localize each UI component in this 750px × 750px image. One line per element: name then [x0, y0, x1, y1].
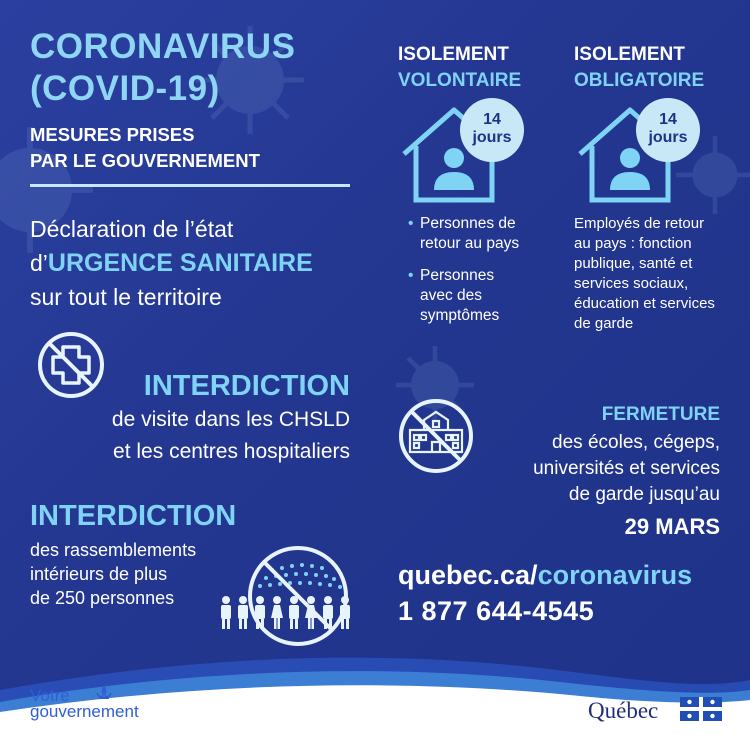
gatherings-ban-text	[30, 538, 196, 610]
visits-ban-line-2: et les centres hospitaliers	[113, 440, 350, 463]
voluntary-badge-number: 14	[483, 111, 501, 128]
declaration-block	[30, 212, 313, 314]
url-path: coronavirus	[537, 560, 693, 590]
closure-title: FERMETURE	[601, 404, 720, 425]
voluntary-badge-unit: jours	[472, 129, 512, 146]
page-title	[30, 26, 295, 110]
mandatory-heading-line-1: ISOLEMENT	[574, 44, 685, 65]
gatherings-ban-title: INTERDICTION	[30, 500, 237, 532]
gatherings-ban-line-2: intérieurs de plus	[30, 564, 168, 584]
mandatory-text: Employés de retour au pays : fonction publique, santé et services sociaux, éducation et services de garde	[574, 215, 715, 332]
voluntary-badge	[460, 98, 524, 162]
mandatory-badge-number: 14	[659, 111, 677, 128]
no-hospital-icon	[36, 330, 106, 400]
declaration-line-2	[30, 246, 313, 280]
votre-gouvernement-logo	[30, 688, 139, 720]
declaration-line-1: Déclaration de l’état	[30, 216, 234, 242]
title-line-2: (COVID-19)	[30, 69, 220, 108]
declaration-line-3: sur tout le territoire	[30, 284, 222, 310]
subtitle-line-1: MESURES PRISES	[30, 124, 195, 145]
closure-date: 29 MARS	[624, 514, 720, 539]
subtitle-line-2: PAR LE GOUVERNEMENT	[30, 150, 260, 171]
page-subtitle	[30, 122, 260, 174]
list-item: • Personnes de retour au pays	[408, 214, 558, 254]
no-school-icon	[396, 396, 476, 476]
visits-ban-line-1: de visite dans les CHSLD	[111, 408, 350, 431]
logo-line-1: Votre	[30, 686, 70, 705]
closure-line-2: universités et services	[533, 458, 720, 479]
mandatory-heading-line-2: OBLIGATOIRE	[574, 70, 705, 91]
declaration-highlight: URGENCE SANITAIRE	[47, 249, 313, 277]
divider	[30, 184, 350, 187]
gatherings-ban-line-1: des rassemblements	[30, 540, 197, 560]
title-line-1: CORONAVIRUS	[30, 27, 296, 66]
mandatory-badge-unit: jours	[648, 129, 688, 146]
quebec-logo-text: Québec	[588, 698, 659, 723]
voluntary-heading-line-2: VOLONTAIRE	[398, 70, 522, 91]
voluntary-isolation-heading	[398, 42, 521, 94]
visits-ban-title: INTERDICTION	[143, 370, 350, 402]
declaration-prefix: d’	[30, 250, 48, 276]
url-domain: quebec.ca/	[398, 560, 538, 590]
closure-line-1: des écoles, cégeps,	[552, 432, 720, 453]
mandatory-isolation-heading	[574, 42, 704, 94]
visits-ban-text	[112, 404, 350, 468]
list-item: • Personnes avec des symptômes	[408, 266, 558, 326]
fleur-de-lis-icon	[96, 684, 112, 702]
gatherings-ban-line-3: de 250 personnes	[30, 588, 175, 608]
mandatory-badge	[636, 98, 700, 162]
voluntary-list	[408, 214, 558, 338]
phone-number[interactable]: 1 877 644-4545	[398, 596, 595, 626]
voluntary-heading-line-1: ISOLEMENT	[398, 44, 509, 65]
quebec-flag-icon	[680, 697, 722, 721]
no-crowd-icon	[210, 540, 370, 650]
website-link[interactable]	[398, 560, 692, 591]
logo-line-2: gouvernement	[30, 702, 139, 721]
closure-text	[533, 430, 720, 508]
closure-line-3: de garde jusqu’au	[568, 484, 720, 505]
